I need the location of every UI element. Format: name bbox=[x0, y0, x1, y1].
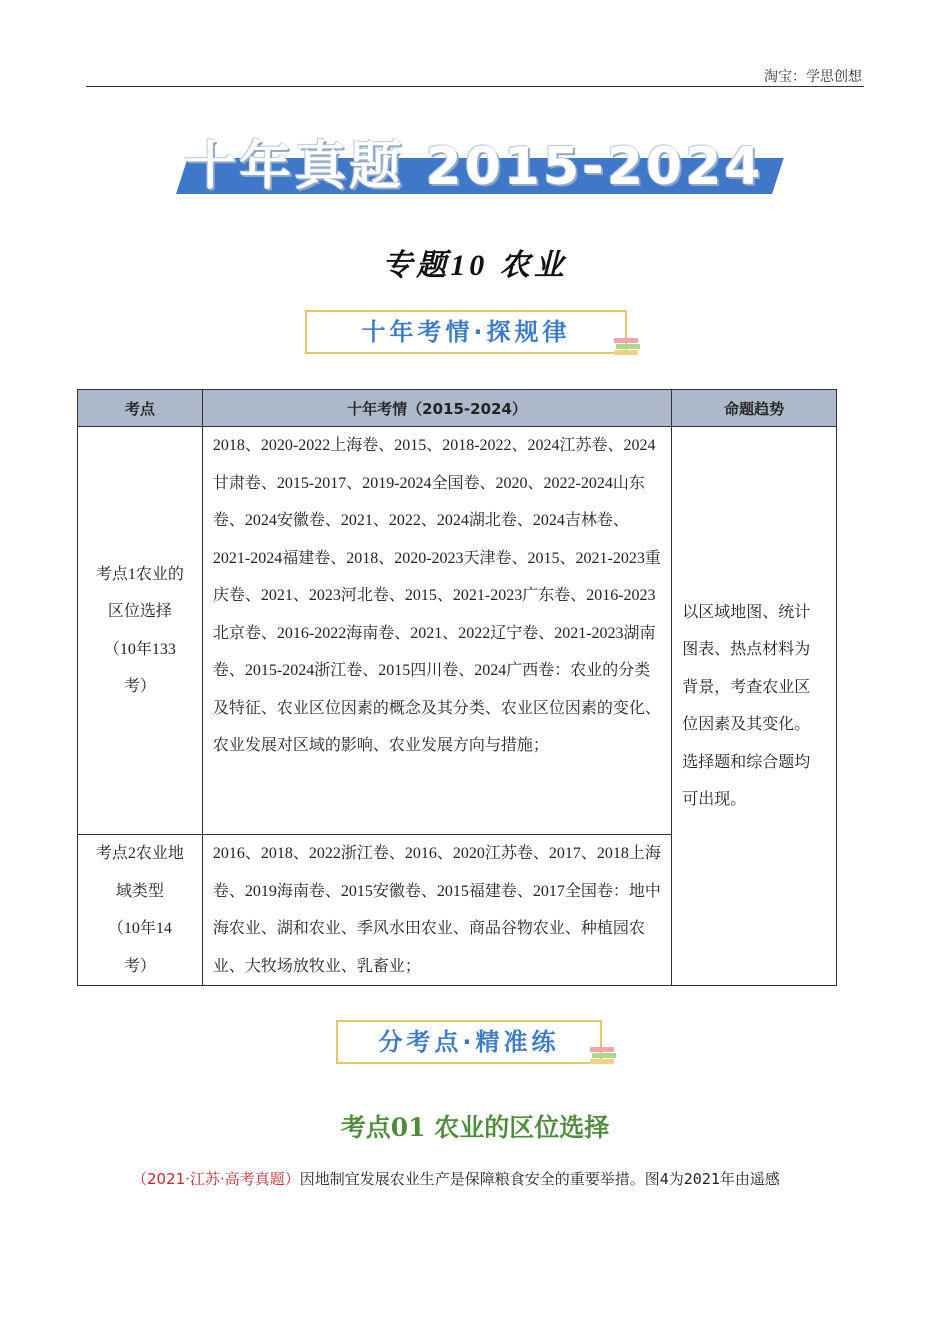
topic-line: 考） bbox=[123, 957, 156, 975]
topic-line: 域类型 bbox=[115, 882, 164, 900]
section-title: 考点01 农业的区位选择 bbox=[340, 1113, 610, 1142]
topic-line: 考点2农业地 bbox=[95, 845, 184, 862]
topic-line: （10年133 bbox=[103, 640, 176, 658]
table-header-cell: 命题趋势 bbox=[672, 390, 837, 427]
section-tag-practice: 分考点·精准练 bbox=[336, 1020, 602, 1064]
books-icon bbox=[590, 1047, 616, 1065]
books-icon bbox=[614, 338, 640, 356]
history-cell: 2018、2020-2022上海卷、2015、2018-2022、2024江苏卷、2024甘肃卷、2015-2017、2019-2024全国卷、2020、2022-2024山东卷、2024安徽卷、2021、2022、2024湖北卷、2024吉林卷、2021-2024福建卷、2018、2020-2023天津卷、2015、2021-2023重庆卷、2021、2023河北卷、2015、2021-2023广东卷、2016-2023北京卷、2016-2022海南卷、2021、2022辽宁卷、2021-2023湖南卷、2015-2024浙江卷、2015四川卷、2024广西卷：农业的分类及特征、农业区位因素的概念及其分类、农业区位因素的变化、农业发展对区域的影响、农业发展方向与措施； bbox=[202, 427, 671, 835]
table-header-cell: 考点 bbox=[78, 390, 203, 427]
header-note: 淘宝：学思创想 bbox=[764, 69, 862, 85]
topic-cell bbox=[78, 427, 203, 835]
section-tag-trend: 十年考情·探规律 bbox=[305, 310, 627, 354]
table-row bbox=[78, 427, 837, 835]
topic-cell bbox=[78, 835, 203, 986]
table-header-cell: 十年考情（2015-2024） bbox=[202, 390, 671, 427]
exam-overview-table bbox=[77, 389, 837, 986]
table-header-row bbox=[78, 390, 837, 427]
title-banner bbox=[176, 118, 772, 198]
trend-cell: 以区域地图、统计图表、热点材料为背景，考查农业区位因素及其变化。选择题和综合题均可出现。 bbox=[672, 427, 837, 986]
history-cell: 2016、2018、2022浙江卷、2016、2020江苏卷、2017、2018上海卷、2019海南卷、2015安徽卷、2015福建卷、2017全国卷：地中海农业、湖和农业、季风水田农业、商品谷物农业、种植园农业、大牧场放牧业、乳畜业； bbox=[202, 835, 671, 986]
topic-line: 考） bbox=[123, 678, 156, 695]
topic-line: （10年14 bbox=[107, 920, 172, 937]
page-subtitle: 专题10 农业 bbox=[382, 249, 568, 282]
question-body: 因地制宜发展农业生产是保障粮食安全的重要举措。图4为2021年由遥感 bbox=[299, 1170, 780, 1188]
topic-line: 考点1农业的 bbox=[95, 565, 184, 583]
topic-line: 区位选择 bbox=[107, 603, 172, 620]
banner-title: 十年真题 2015-2024 bbox=[184, 137, 764, 197]
question-text bbox=[132, 1168, 780, 1189]
question-source: （2021·江苏·高考真题） bbox=[132, 1170, 300, 1188]
header-divider bbox=[86, 86, 864, 87]
